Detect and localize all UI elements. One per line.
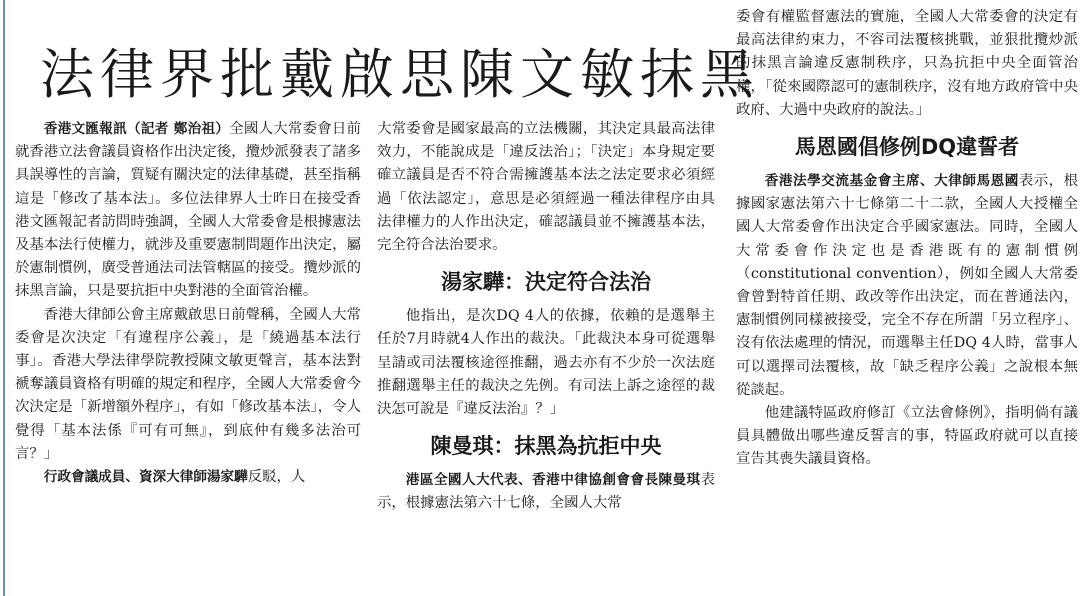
subheading-ma: 馬恩國倡修例DQ違誓者 <box>794 135 1020 160</box>
paragraph-dq-basis: 他指出，是次DQ 4人的依據，依賴的是選舉主任於7月時就4人作出的裁決。「此裁決本身可從選舉呈請或司法覆核途徑推翻，過去亦有不少於一次法庭推翻選舉主任的裁決之先例。有司法上訴之途徑的裁決怎可說是『違反法治』？」 <box>377 308 715 418</box>
paragraph-tong-lead <box>15 466 361 489</box>
paragraph-ma-suggestion: 他建議特區政府修訂《立法會條例》，指明倘有議員具體做出哪些違反誓言的事，特區政府就可以直接宣告其喪失議員資格。 <box>736 405 1078 468</box>
paragraph-ma-lead <box>736 170 1078 402</box>
paragraph-tai-chan: 香港大律師公會主席戴啟思日前聲稱，全國人大常委會是次決定「有違程序公義」，是「繞過基本法行事」。香港大學法律學院教授陳文敏更聲言，基本法對褫奪議員資格有明確的規定和程序，全國人大常委會今次決定是「新增額外程序」，有如「修改基本法」，令人覺得「基本法係『可有可無』，到底仲有幾多法治可言？」 <box>15 306 361 462</box>
headline: 法律界批戴啟思陳文敏抹黑 <box>40 43 760 106</box>
ma-text: 表示，根據國家憲法第六十七條第二十二款，全國人大授權全國人大常委會作出決定合乎國家憲法。同時，全國人大常委會作決定也是香港既有的憲制慣例（constitutional convention），例如全國人大常委會曾對特首任期、政改等作出決定，而在普通法內，憲制慣例同樣被接受，完全不存在所謂「另立程序」、沒有依法處理的情況，而選舉主任DQ 4人時，當事人可以選擇司法覆核，故「缺乏程序公義」之說根本無從談起。 <box>736 173 1078 398</box>
tong-text: 反駁，人 <box>247 469 306 486</box>
article-column-2 <box>377 118 715 516</box>
intro-text: 全國人大常委會日前就香港立法會議員資格作出決定後，攬炒派發表了諸多具誤導性的言論，質疑有關決定的法律基礎，甚至指稱這是「修改了基本法」。多位法律界人士昨日在接受香港文匯報記者訪問時強調，全國人大常委會是根據憲法及基本法行使權力，就涉及重要憲制問題作出決定，屬於憲制慣例，廣受普通法司法管轄區的接受。攬炒派的抹黑言論，只是要抗拒中央對港的全面管治權。 <box>15 121 361 300</box>
chan-lead: 港區全國人大代表、香港中律協創會會長陳曼琪 <box>405 472 701 489</box>
paragraph-continued: 大常委會是國家最高的立法機關，其決定具最高法律效力，不能說成是「違反法治」；「決定」本身規定要確立議員是否不符合需擁護基本法之法定要求必須經過「依法認定」，意思是必須經過一種法律程序由具法律權力的人作出決定，確認議員並不擁護基本法，完全符合法治要求。 <box>377 121 715 254</box>
paragraph-chan-lead <box>377 469 715 515</box>
byline-lead: 香港文匯報訊（記者 鄭治祖） <box>43 121 230 137</box>
tong-lead: 行政會議成員、資深大律師湯家驊 <box>43 469 248 486</box>
subheading-tong: 湯家驊：決定符合法治 <box>441 270 651 295</box>
subheading-chan: 陳曼琪：抹黑為抗拒中央 <box>430 434 662 459</box>
chan-text: 表示，根據憲法第六十七條，全國人大常 <box>377 472 715 512</box>
left-border-rule <box>3 0 5 596</box>
article-column-3 <box>736 6 1078 472</box>
intro-paragraph <box>15 118 361 304</box>
ma-lead: 香港法學交流基金會主席、大律師馬恩國 <box>764 173 1019 190</box>
article-column-1 <box>15 118 361 489</box>
paragraph-chan-continued: 委會有權監督憲法的實施，全國人大常委會的決定有最高法律約束力，不容司法覆核挑戰，並狠批攬炒派的抹黑言論違反憲制秩序，只為抗拒中央全面管治權，「從來國際認可的憲制秩序，沒有地方政府管中央政府、大過中央政府的說法。」 <box>736 9 1078 118</box>
